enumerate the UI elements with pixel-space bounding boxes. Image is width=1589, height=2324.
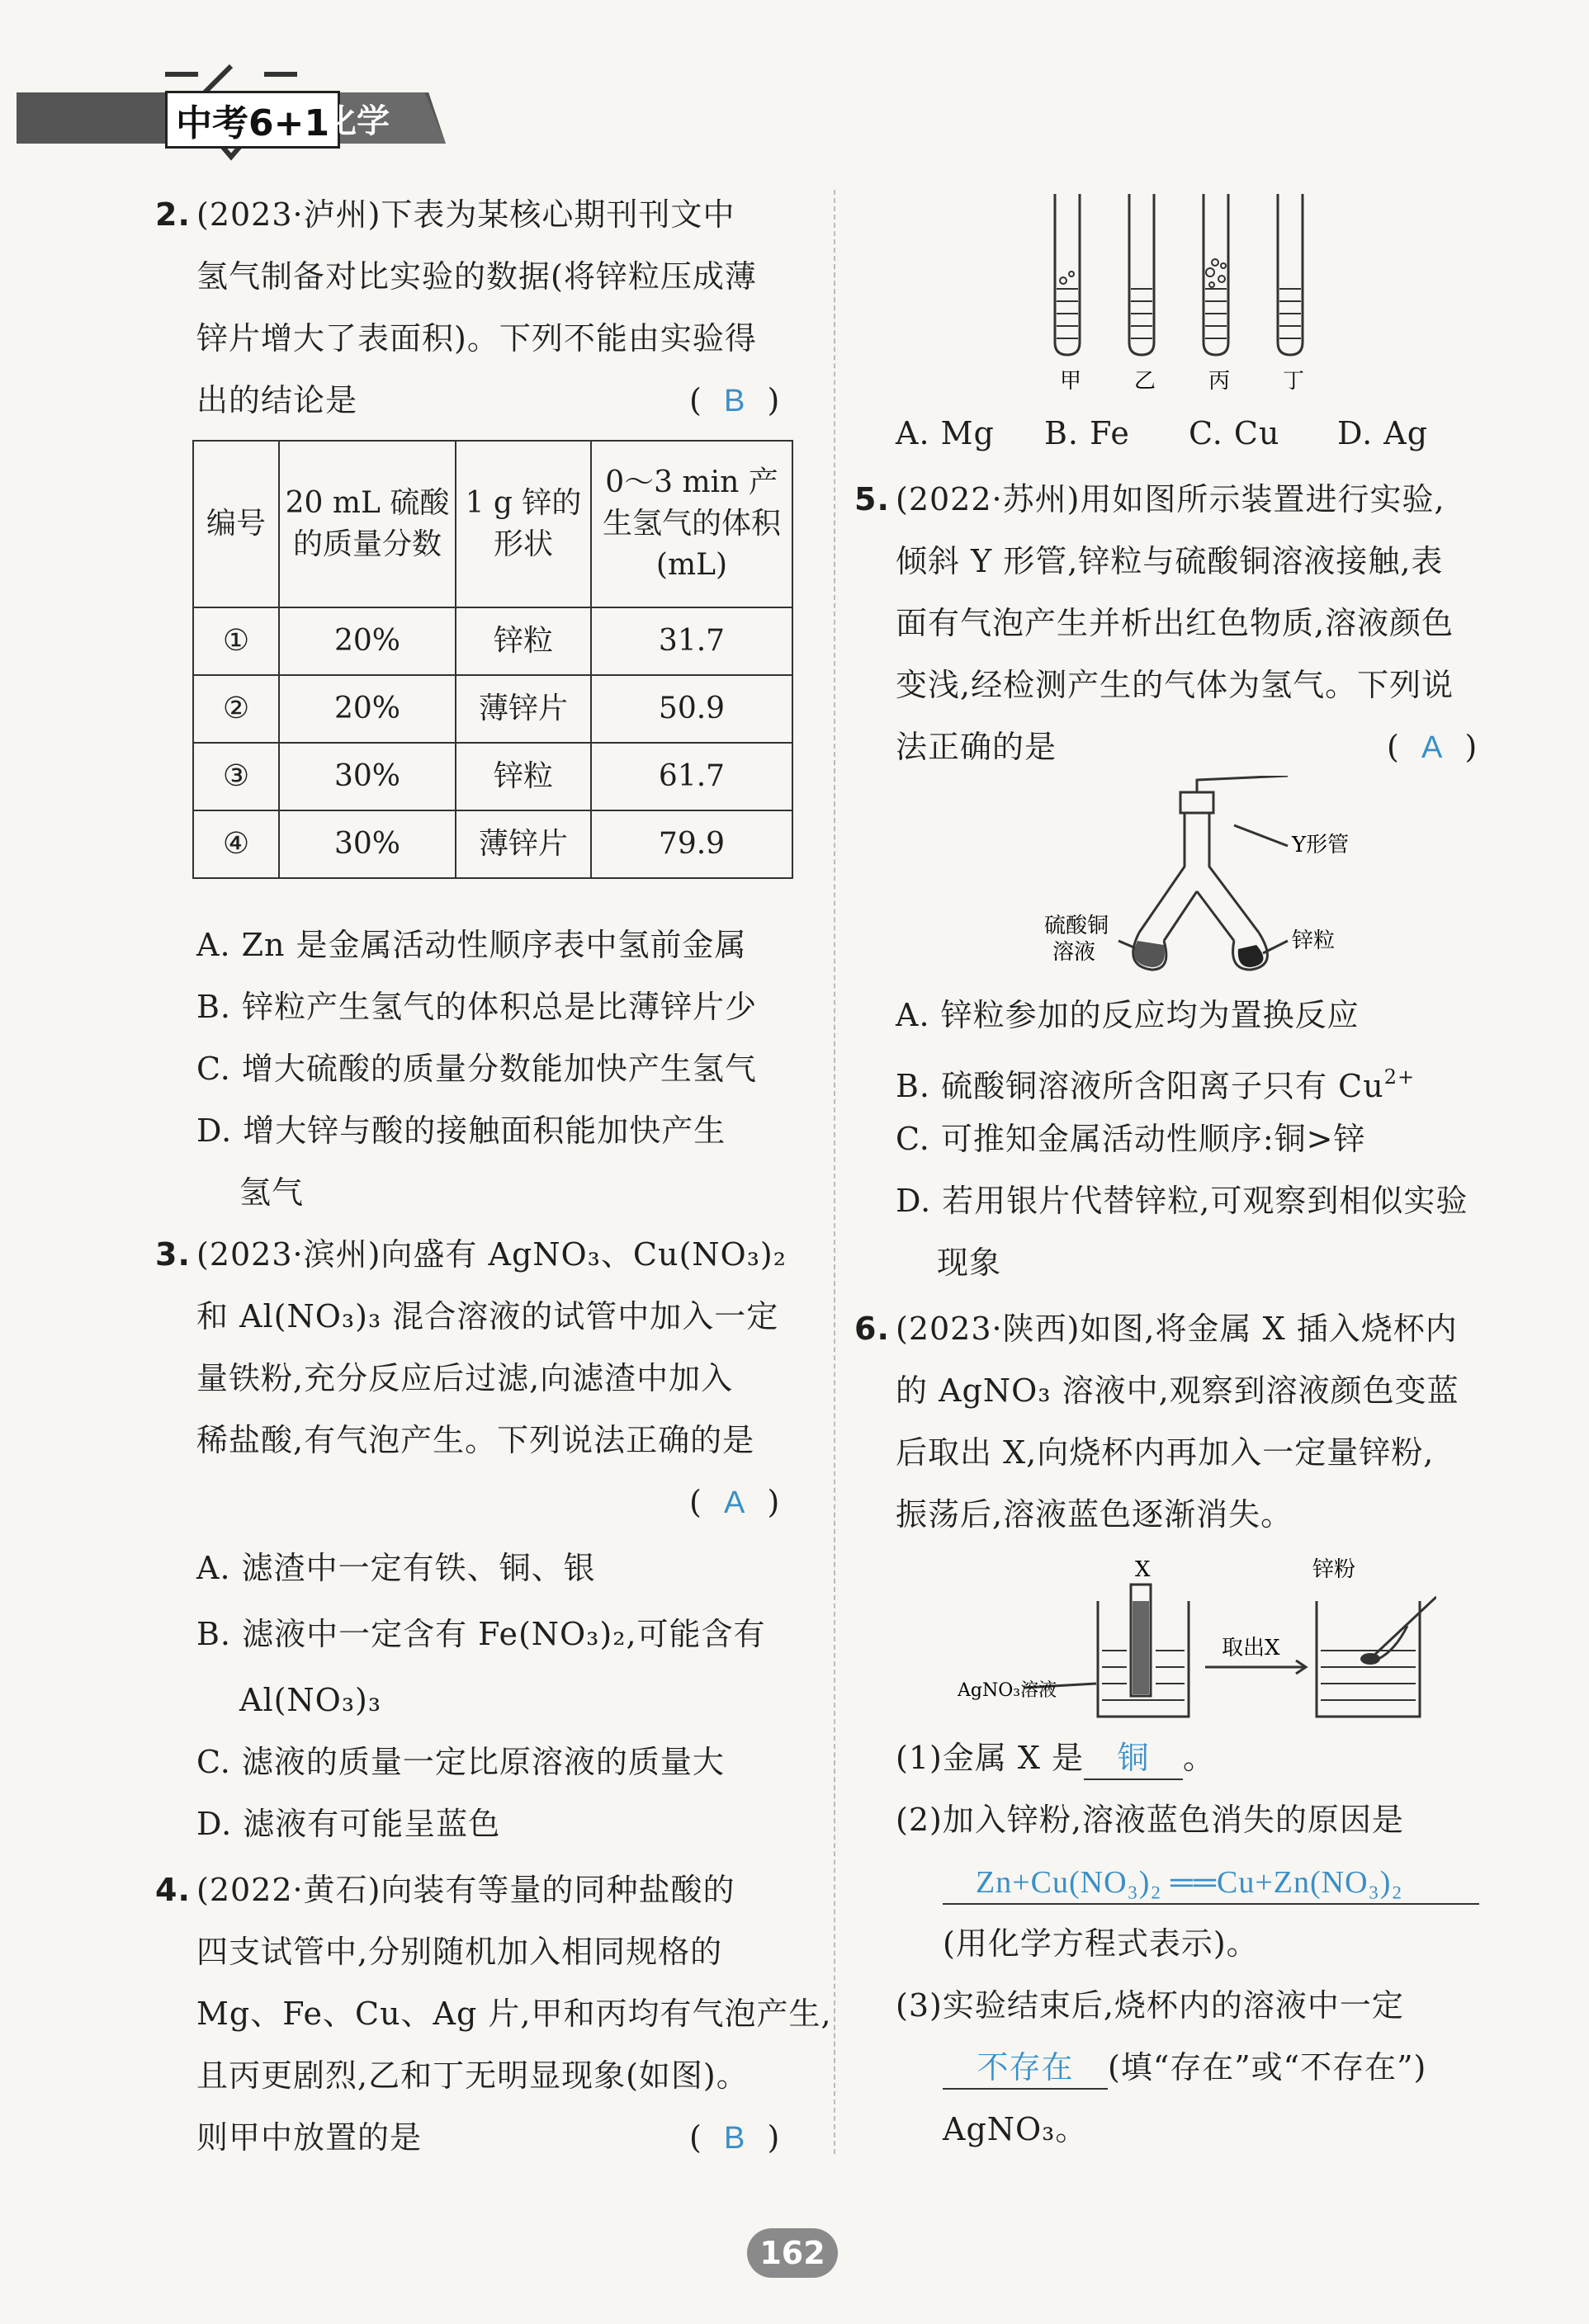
q2-answer-value: B [723, 384, 746, 418]
table-cell: 20% [279, 675, 456, 743]
q2-answer: ( B ) [689, 382, 781, 418]
q3-option-c: C. 滤液的质量一定比原溶液的质量大 [196, 1744, 725, 1780]
table-header-row [193, 441, 792, 607]
q3-line-2: 和 Al(NO₃)₃ 混合溶液的试管中加入一定 [196, 1298, 779, 1334]
table-cell: ④ [193, 810, 279, 878]
q4-number: 4. [155, 1872, 191, 1908]
q6-line-2: 的 AgNO₃ 溶液中,观察到溶液颜色变蓝 [896, 1372, 1459, 1409]
q2-data-table [192, 440, 793, 879]
table-cell: 20% [279, 607, 456, 675]
q6-line-1: (2023·陕西)如图,将金属 X 插入烧杯内 [896, 1311, 1458, 1347]
zinc-powder-label: 锌粉 [1312, 1557, 1356, 1582]
q5-line-1: (2022·苏州)用如图所示装置进行实验, [896, 481, 1445, 517]
subject-label: 化学 [324, 102, 390, 140]
q5-option-d-cont: 现象 [937, 1245, 1002, 1281]
q5-line-5: 法正确的是 [896, 729, 1057, 765]
tube-label: 乙 [1134, 369, 1156, 394]
table-cell: ① [193, 607, 279, 675]
tube-label: 甲 [1060, 369, 1082, 394]
q2-number: 2. [155, 196, 191, 233]
q4-answer-value: B [723, 2121, 746, 2156]
table-row [193, 743, 792, 810]
q2-line-3: 锌片增大了表面积)。下列不能由实验得 [196, 320, 757, 357]
table-header-cell: 1 g 锌的形状 [456, 441, 591, 607]
q6-sub3: (3)实验结束后,烧杯内的溶液中一定 [896, 1987, 1404, 2024]
silver-nitrate-label: AgNO₃溶液 [958, 1680, 1057, 1701]
q2-line-4: 出的结论是 [196, 382, 358, 418]
table-header-cell: 0～3 min 产生氢气的体积(mL) [591, 441, 792, 607]
q3-line-3: 量铁粉,充分反应后过滤,向滤渣中加入 [196, 1360, 734, 1396]
q3-number: 3. [155, 1236, 191, 1273]
zinc-granule-label: 锌粒 [1292, 928, 1336, 953]
metal-x-label: X [1135, 1557, 1151, 1582]
table-header-cell: 20 mL 硫酸的质量分数 [279, 441, 456, 607]
q3-line-1: (2023·滨州)向盛有 AgNO₃、Cu(NO₃)₂ [196, 1236, 787, 1273]
q6-beaker-figure [958, 1552, 1436, 1725]
q3-option-a: A. 滤渣中一定有铁、铜、银 [196, 1550, 596, 1586]
table-row [193, 607, 792, 675]
q5-y-tube-figure [1040, 776, 1370, 990]
q3-line-4: 稀盐酸,有气泡产生。下列说法正确的是 [196, 1422, 755, 1458]
q4-line-4: 且丙更剧烈,乙和丁无明显现象(如图)。 [196, 2057, 749, 2094]
q6-sub1-prefix: (1)金属 X 是 [896, 1740, 1085, 1776]
q4-line-3: Mg、Fe、Cu、Ag 片,甲和丙均有气泡产生, [196, 1996, 832, 2032]
q4-option-a: A. Mg [896, 415, 995, 451]
brand-title: 中考6+1 [165, 91, 340, 149]
q5-line-2: 倾斜 Y 形管,锌粒与硫酸铜溶液接触,表 [896, 543, 1444, 579]
q6-sub2-answer: Zn+Cu(NO₃)₂ ══Cu+Zn(NO₃)₂ [943, 1862, 1479, 1905]
q5-line-4: 变浅,经检测产生的气体为氢气。下列说 [896, 667, 1454, 703]
q6-sub2-note: (用化学方程式表示)。 [943, 1925, 1259, 1962]
table-cell: 锌粒 [456, 607, 591, 675]
q2-option-d-cont: 氢气 [239, 1174, 305, 1211]
q4-test-tubes-figure [1032, 190, 1345, 396]
copper-sulfate-label: 硫酸铜 [1044, 914, 1109, 938]
q3-option-d: D. 滤液有可能呈蓝色 [196, 1806, 501, 1842]
tube-label: 丁 [1283, 369, 1305, 394]
table-cell: 30% [279, 810, 456, 878]
table-cell: 79.9 [591, 810, 792, 878]
table-cell: ③ [193, 743, 279, 810]
q6-sub2-answer-line [943, 1861, 1479, 1905]
q4-answer: ( B ) [689, 2119, 781, 2156]
table-header-cell: 编号 [193, 441, 279, 607]
q4-option-b: B. Fe [1044, 415, 1130, 451]
q2-option-b: B. 锌粒产生氢气的体积总是比薄锌片少 [196, 989, 758, 1025]
table-cell: 61.7 [591, 743, 792, 810]
q5-option-b-sup: 2+ [1383, 1065, 1416, 1089]
q5-number: 5. [854, 481, 890, 517]
q3-answer: ( A ) [689, 1484, 781, 1520]
q4-option-c: C. Cu [1189, 415, 1280, 451]
table-row [193, 810, 792, 878]
q6-line-4: 振荡后,溶液蓝色逐渐消失。 [896, 1496, 1293, 1533]
q5-line-3: 面有气泡产生并析出红色物质,溶液颜色 [896, 605, 1454, 641]
q5-answer-value: A [1421, 730, 1444, 765]
q6-sub1 [896, 1737, 1215, 1780]
table-cell: 锌粒 [456, 743, 591, 810]
q2-option-c: C. 增大硫酸的质量分数能加快产生氢气 [196, 1051, 757, 1087]
q6-sub3-answer-line [943, 2047, 1426, 2090]
q4-option-d: D. Ag [1337, 415, 1429, 451]
q2-option-a: A. Zn 是金属活动性顺序表中氢前金属 [196, 927, 747, 963]
table-cell: 薄锌片 [456, 810, 591, 878]
q5-option-b [896, 1056, 1415, 1107]
page-number: 162 [747, 2228, 838, 2278]
q2-line-2: 氢气制备对比实验的数据(将锌粒压成薄 [196, 258, 757, 295]
remove-x-label: 取出X [1222, 1636, 1280, 1660]
table-row [193, 675, 792, 743]
table-cell: 50.9 [591, 675, 792, 743]
table-cell: 薄锌片 [456, 675, 591, 743]
column-divider [834, 190, 835, 2154]
q4-line-2: 四支试管中,分别随机加入相同规格的 [196, 1934, 723, 1970]
q4-line-1: (2022·黄石)向装有等量的同种盐酸的 [196, 1872, 735, 1908]
table-cell: 31.7 [591, 607, 792, 675]
solution-label: 溶液 [1052, 940, 1096, 965]
q6-sub2: (2)加入锌粉,溶液蓝色消失的原因是 [896, 1802, 1404, 1838]
q5-option-a: A. 锌粒参加的反应均为置换反应 [896, 997, 1360, 1033]
q6-line-3: 后取出 X,向烧杯内再加入一定量锌粉, [896, 1434, 1435, 1471]
q2-line-1: (2023·泸州)下表为某核心期刊刊文中 [196, 196, 735, 233]
q6-sub3-suffix: (填“存在”或“不存在”) [1108, 2049, 1427, 2085]
q3-option-b-cont: Al(NO₃)₃ [239, 1682, 382, 1718]
q3-option-b: B. 滤液中一定含有 Fe(NO₃)₂,可能含有 [196, 1616, 766, 1652]
q5-option-d: D. 若用银片代替锌粒,可观察到相似实验 [896, 1183, 1468, 1219]
q4-line-5: 则甲中放置的是 [196, 2119, 423, 2156]
q5-option-b-text: B. 硫酸铜溶液所含阳离子只有 Cu [896, 1068, 1384, 1104]
y-tube-label: Y形管 [1292, 833, 1350, 857]
q5-answer: ( A ) [1387, 729, 1478, 765]
q6-sub3-answer: 不存在 [943, 2047, 1108, 2090]
q5-option-c: C. 可推知金属活动性顺序:铜>锌 [896, 1121, 1366, 1157]
q2-option-d: D. 增大锌与酸的接触面积能加快产生 [196, 1112, 726, 1149]
tube-label: 丙 [1208, 369, 1231, 394]
table-cell: ② [193, 675, 279, 743]
q6-number: 6. [854, 1311, 890, 1347]
q3-answer-value: A [723, 1486, 746, 1520]
q6-sub1-answer: 铜 [1084, 1737, 1183, 1780]
table-cell: 30% [279, 743, 456, 810]
q6-sub3-end: AgNO₃。 [943, 2111, 1088, 2147]
q6-sub1-suffix: 。 [1183, 1740, 1216, 1776]
